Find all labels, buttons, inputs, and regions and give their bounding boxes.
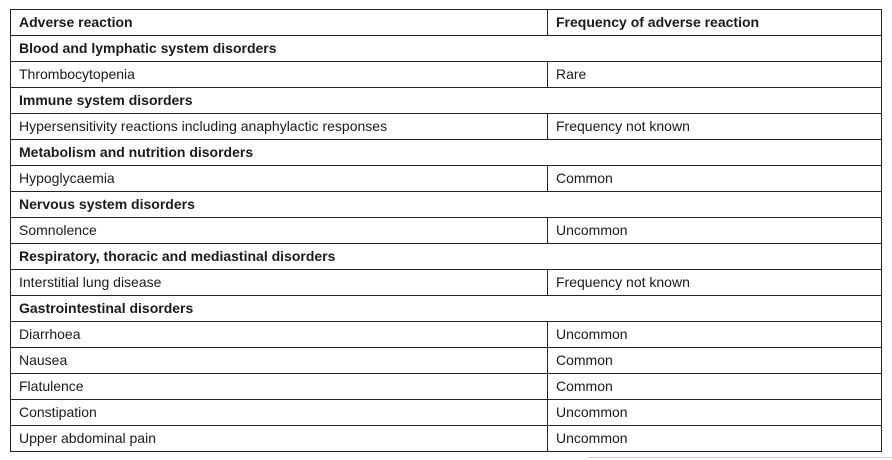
frequency-cell: Common [548, 166, 882, 192]
reaction-cell: Constipation [11, 400, 548, 426]
category-row [11, 192, 882, 218]
category-label: Nervous system disorders [11, 192, 882, 218]
table-row [11, 114, 882, 140]
frequency-cell: Uncommon [548, 426, 882, 452]
table-row [11, 218, 882, 244]
category-row [11, 296, 882, 322]
reaction-cell: Nausea [11, 348, 548, 374]
column-header-frequency: Frequency of adverse reaction [548, 10, 882, 36]
reaction-cell: Interstitial lung disease [11, 270, 548, 296]
reaction-cell: Hypoglycaemia [11, 166, 548, 192]
category-row [11, 244, 882, 270]
frequency-cell: Frequency not known [548, 270, 882, 296]
table-row [11, 374, 882, 400]
column-header-adverse-reaction: Adverse reaction [11, 10, 548, 36]
table-row [11, 400, 882, 426]
reaction-cell: Somnolence [11, 218, 548, 244]
frequency-cell: Frequency not known [548, 114, 882, 140]
table-row [11, 348, 882, 374]
frequency-cell: Common [548, 374, 882, 400]
adverse-reactions-table [10, 9, 882, 452]
category-label: Immune system disorders [11, 88, 882, 114]
reaction-cell: Diarrhoea [11, 322, 548, 348]
reaction-cell: Upper abdominal pain [11, 426, 548, 452]
category-label: Respiratory, thoracic and mediastinal disorders [11, 244, 882, 270]
category-row [11, 88, 882, 114]
header-row [11, 10, 882, 36]
frequency-cell: Uncommon [548, 400, 882, 426]
frequency-cell: Rare [548, 62, 882, 88]
reaction-cell: Hypersensitivity reactions including anaphylactic responses [11, 114, 548, 140]
frequency-cell: Uncommon [548, 218, 882, 244]
category-label: Gastrointestinal disorders [11, 296, 882, 322]
table-row [11, 166, 882, 192]
category-row [11, 140, 882, 166]
table-row [11, 426, 882, 452]
reaction-cell: Flatulence [11, 374, 548, 400]
table-row [11, 322, 882, 348]
frequency-cell: Uncommon [548, 322, 882, 348]
category-row [11, 36, 882, 62]
reaction-cell: Thrombocytopenia [11, 62, 548, 88]
page-bottom-rule [588, 457, 892, 458]
table-row [11, 62, 882, 88]
category-label: Metabolism and nutrition disorders [11, 140, 882, 166]
frequency-cell: Common [548, 348, 882, 374]
table-row [11, 270, 882, 296]
category-label: Blood and lymphatic system disorders [11, 36, 882, 62]
